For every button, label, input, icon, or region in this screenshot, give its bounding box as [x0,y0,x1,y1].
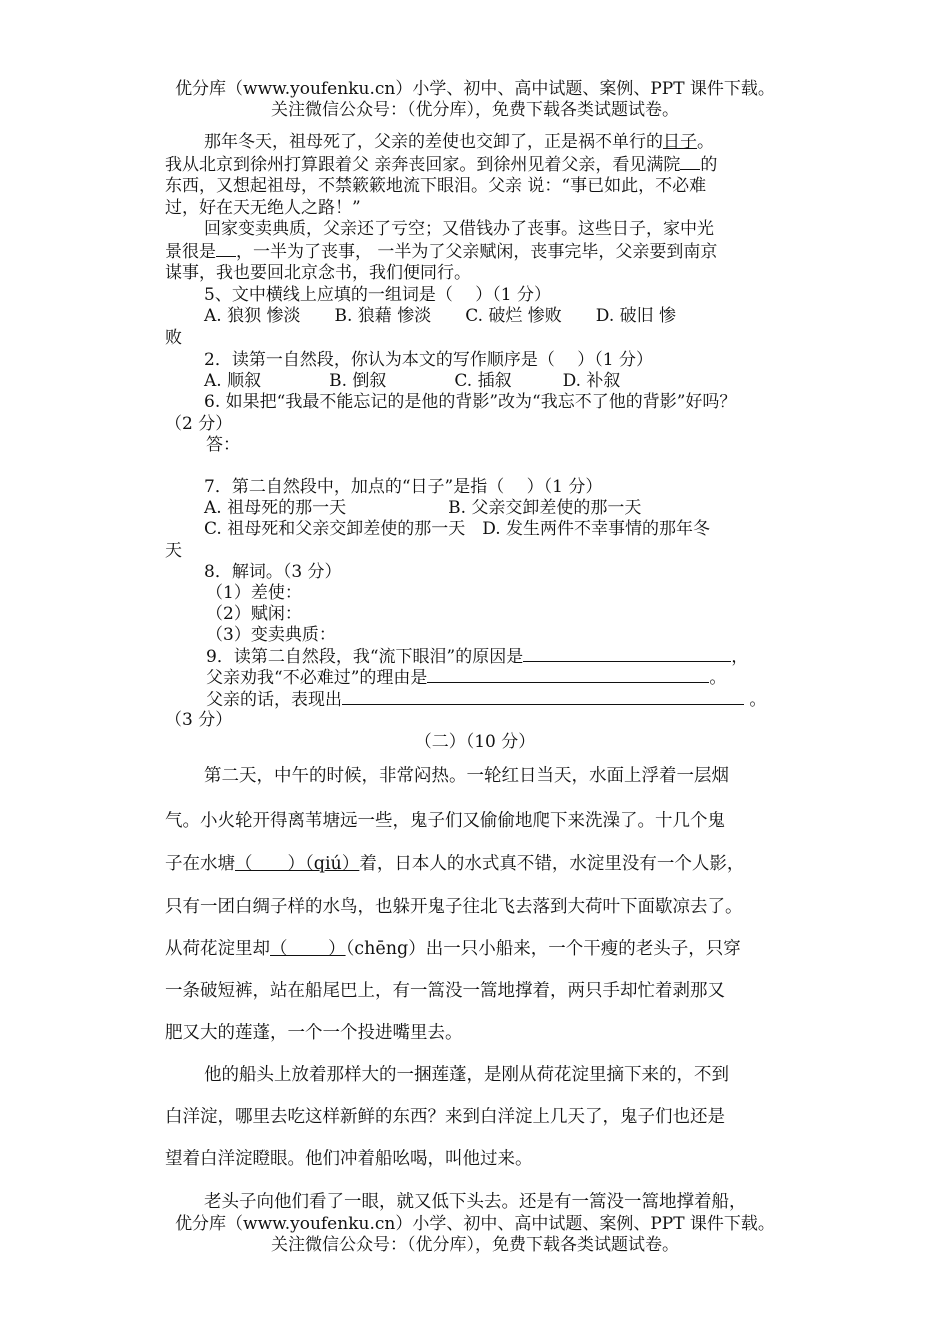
answer-blank [342,688,744,705]
question-7-options-cd: C. 祖母死和父亲交卸差使的那一天 D. 发生两件不幸事情的那年冬 [204,519,711,539]
answer-label: 答： [206,435,240,455]
passage-3-line: 第二天，中午的时候，非常闷热。一轮红日当天，水面上浮着一层烟 [204,766,729,786]
passage-1-line: 东西，又想起祖母，不禁簌簌地流下眼泪。父亲 说：“事已如此，不必难 [165,176,707,196]
underlined-word-rizi: 日子 [663,132,697,152]
passage-1-line: 那年冬天，祖母死了，父亲的差使也交卸了，正是祸不单行的日子。 [204,132,714,152]
passage-2-line: 谋事，我也要回北京念书，我们便同行。 [165,263,471,283]
passage-4-line: 白洋淀，哪里去吃这样新鲜的东西？来到白洋淀上几天了，鬼子们也还是 [165,1107,725,1127]
passage-3-line: 从荷花淀里却（ ）（chēng）出一只小船来，一个干瘦的老头子，只穿 [165,939,741,959]
question-7-options-ab: A. 祖母死的那一天 B. 父亲交卸差使的那一天 [204,498,642,518]
question-8-item-1: （1）差使： [206,583,302,603]
answer-blank [427,666,709,683]
question-8-item-2: （2）赋闲： [206,604,302,624]
question-7-wrap: 天 [165,541,182,561]
question-2: 2．读第一自然段，你认为本文的写作顺序是（ ）（1 分） [204,350,653,370]
question-9-line-3: 父亲的话，表现出 。 [206,690,767,710]
pinyin-blank-qiu: （ ）（qiú） [235,854,360,874]
fill-blank [216,240,236,257]
passage-5-line: 老头子向他们看了一眼，就又低下头去。还是有一篙没一篙地撑着船， [204,1192,747,1212]
question-6-wrap: （2 分） [165,414,233,434]
section-2-heading: （二）（10 分） [414,732,536,752]
question-9-line-2: 父亲劝我“不必难过”的理由是 。 [206,668,727,688]
answer-blank [523,645,731,662]
passage-3-line: 气。小火轮开得离苇塘远一些，鬼子们又偷偷地爬下来洗澡了。十几个鬼 [165,811,725,831]
passage-1-line: 我从北京到徐州打算跟着父 亲奔丧回家。到徐州见着父亲，看见满院 的 [165,155,718,175]
question-9-wrap: （3 分） [165,710,233,730]
question-2-options: A. 顺叙 B. 倒叙 C. 插叙 D. 补叙 [204,371,621,391]
footer-line-2: 关注微信公众号：（优分库），免费下载各类试题试卷。 [271,1235,679,1255]
passage-2-line: 回家变卖典质，父亲还了亏空；又借钱办了丧事。这些日子，家中光 [204,219,714,239]
question-8: 8．解词。（3 分） [204,562,342,582]
pinyin-blank-cheng: （ ） [270,939,346,959]
passage-2-line: 景很是 ，一半为了丧事， 一半为了父亲赋闲，丧事完毕，父亲要到南京 [165,242,718,262]
passage-3-line: 子在水塘（ ）（qiú）着，日本人的水式真不错，水淀里没有一个人影， [165,854,745,874]
footer-line-1: 优分库（www.youfenku.cn）小学、初中、高中试题、案例、PPT 课件下载。 [175,1214,775,1234]
passage-4-line: 他的船头上放着那样大的一捆莲蓬，是刚从荷花淀里摘下来的，不到 [204,1065,729,1085]
question-8-item-3: （3）变卖典质： [206,625,336,645]
question-5-options: A. 狼狈 惨淡 B. 狼藉 惨淡 C. 破烂 惨败 D. 破旧 惨 [204,306,677,326]
fill-blank [680,153,700,170]
header-line-2: 关注微信公众号：（优分库），免费下载各类试题试卷。 [271,100,679,120]
passage-3-line: 只有一团白绸子样的水鸟，也躲开鬼子往北飞去落到大荷叶下面歇凉去了。 [165,897,743,917]
passage-1-line: 过，好在天无绝人之路！” [165,198,361,218]
passage-3-line: 肥又大的莲蓬，一个一个投进嘴里去。 [165,1023,463,1043]
question-6: 6. 如果把“我最不能忘记的是他的背影”改为“我忘不了他的背影”好吗？ [204,392,737,412]
question-5-wrap: 败 [165,328,182,348]
passage-3-line: 一条破短裤，站在船尾巴上，有一篙没一篙地撑着，两只手却忙着剥那又 [165,981,725,1001]
question-9-line-1: 9．读第二自然段，我“流下眼泪”的原因是 ， [206,647,749,667]
question-5: 5、文中横线上应填的一组词是（ ）（1 分） [204,285,551,305]
header-line-1: 优分库（www.youfenku.cn）小学、初中、高中试题、案例、PPT 课件下载。 [175,79,775,99]
passage-4-line: 望着白洋淀瞪眼。他们冲着船吆喝，叫他过来。 [165,1149,533,1169]
question-7: 7．第二自然段中，加点的“日子”是指（ ）（1 分） [204,477,603,497]
